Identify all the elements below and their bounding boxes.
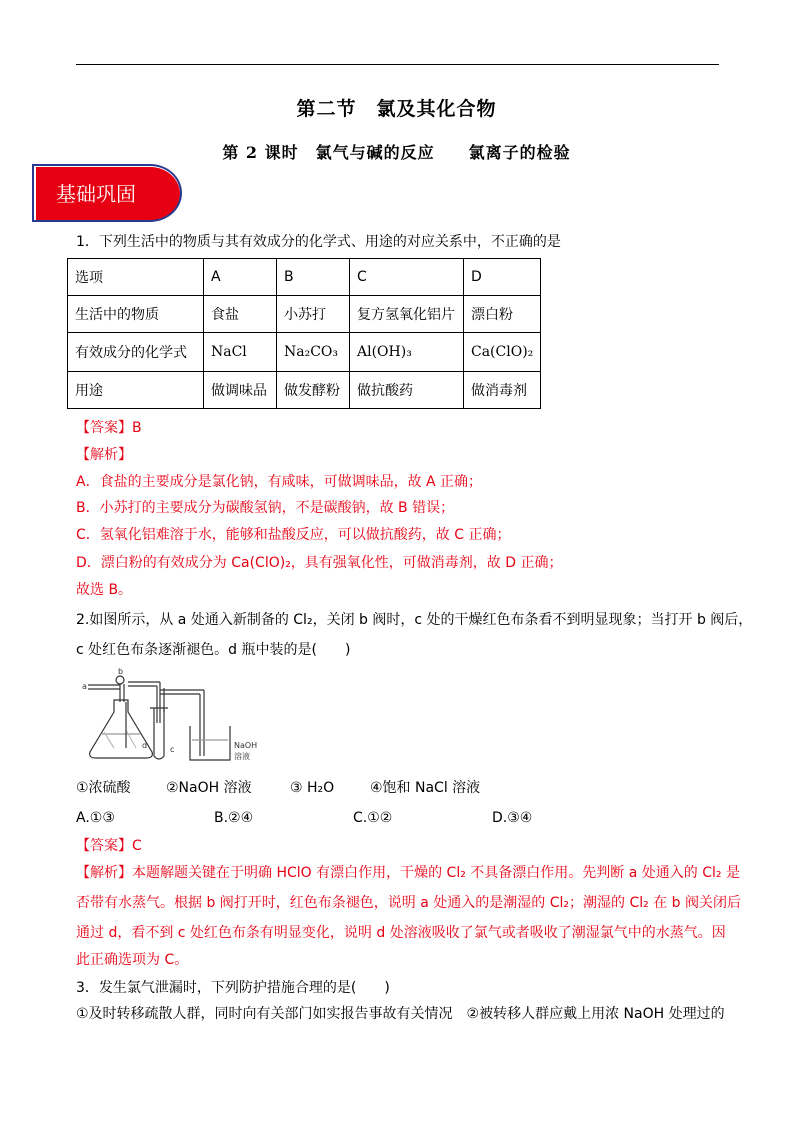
table-row bbox=[68, 333, 541, 372]
table-cell: 生活中的物质 bbox=[68, 296, 204, 333]
table-cell: 选项 bbox=[68, 259, 204, 296]
page-title: 第二节 氯及其化合物 bbox=[296, 98, 497, 120]
q2-stem-line1: 2.如图所示，从 a 处通入新制备的 Cl₂，关闭 b 阀时，c 处的干燥红色布条看不到明显现象；当打开 b 阀后， bbox=[76, 612, 753, 628]
q1-analysis-title: 【解析】 bbox=[76, 447, 132, 463]
q2-item: ③ H₂O bbox=[290, 780, 335, 796]
q2-item: ④饱和 NaCl 溶液 bbox=[370, 780, 481, 796]
q1-analysis-line: D．漂白粉的有效成分为 Ca(ClO)₂，具有强氧化性，可做消毒剂，故 D 正确； bbox=[76, 555, 563, 571]
banner-label: 基础巩固 bbox=[56, 182, 136, 206]
table-cell: Na₂CO₃ bbox=[277, 333, 350, 372]
table-cell: Ca(ClO)₂ bbox=[464, 333, 541, 372]
q2-item: ①浓硫酸 bbox=[76, 780, 131, 796]
q2-option: D.③④ bbox=[492, 810, 533, 826]
table-cell: NaCl bbox=[204, 333, 277, 372]
q1-table bbox=[67, 258, 541, 409]
top-rule bbox=[76, 64, 719, 65]
label-d: d bbox=[142, 741, 148, 750]
label-c: c bbox=[170, 745, 175, 754]
table-cell: 漂白粉 bbox=[464, 296, 541, 333]
table-cell: 食盐 bbox=[204, 296, 277, 333]
section-banner bbox=[36, 167, 180, 221]
table-cell: 做调味品 bbox=[204, 372, 277, 409]
table-cell: D bbox=[464, 259, 541, 296]
table-cell: A bbox=[204, 259, 277, 296]
table-cell: Al(OH)₃ bbox=[350, 333, 464, 372]
table-cell: 做发酵粉 bbox=[277, 372, 350, 409]
q3-stem: 3．发生氯气泄漏时，下列防护措施合理的是( ) bbox=[76, 980, 390, 996]
q1-stem: 1．下列生活中的物质与其有效成分的化学式、用途的对应关系中，不正确的是 bbox=[76, 234, 561, 250]
table-row bbox=[68, 259, 541, 296]
table-cell: 小苏打 bbox=[277, 296, 350, 333]
label-naoh: NaOH bbox=[234, 741, 258, 750]
q2-analysis-line: 【解析】本题解题关键在于明确 HClO 有漂白作用，干燥的 Cl₂ 不具备漂白作用。先判断 a 处通入的 Cl₂ 是 bbox=[76, 865, 740, 881]
q2-item: ②NaOH 溶液 bbox=[166, 780, 252, 796]
q3-line2: ①及时转移疏散人群，同时向有关部门如实报告事故有关情况 ②被转移人群应戴上用浓 NaOH 处理过的 bbox=[76, 1006, 725, 1022]
q2-stem-line2: c 处红色布条逐渐褪色。d 瓶中装的是( ) bbox=[76, 642, 351, 658]
q2-option: B.②④ bbox=[214, 810, 254, 826]
q2-analysis-line: 此正确选项为 C。 bbox=[76, 952, 189, 968]
table-cell: B bbox=[277, 259, 350, 296]
table-row bbox=[68, 296, 541, 333]
table-cell: 复方氢氧化铝片 bbox=[350, 296, 464, 333]
table-cell: 用途 bbox=[68, 372, 204, 409]
q1-answer: 【答案】B bbox=[76, 420, 142, 436]
page-subtitle: 第 2 课时 氯气与碱的反应 氯离子的检验 bbox=[222, 143, 571, 162]
q2-option: C.①② bbox=[353, 810, 393, 826]
table-cell: 做消毒剂 bbox=[464, 372, 541, 409]
q2-option: A.①③ bbox=[76, 810, 115, 826]
q1-analysis-line: C．氢氧化铝难溶于水，能够和盐酸反应，可以做抗酸药，故 C 正确； bbox=[76, 527, 511, 543]
table-cell: 有效成分的化学式 bbox=[68, 333, 204, 372]
label-b: b bbox=[118, 668, 124, 676]
q1-analysis-line: A．食盐的主要成分是氯化钠，有咸味，可做调味品，故 A 正确； bbox=[76, 474, 483, 490]
q1-conclusion: 故选 B。 bbox=[76, 582, 133, 598]
q2-answer: 【答案】C bbox=[76, 838, 142, 854]
table-row bbox=[68, 372, 541, 409]
table-cell: 做抗酸药 bbox=[350, 372, 464, 409]
label-solution: 溶液 bbox=[234, 752, 250, 761]
label-a: a bbox=[82, 682, 87, 691]
apparatus-diagram bbox=[80, 668, 270, 768]
table-cell: C bbox=[350, 259, 464, 296]
q2-analysis-line: 否带有水蒸气。根据 b 阀打开时，红色布条褪色，说明 a 处通入的是潮湿的 Cl₂；潮湿的 Cl₂ 在 b 阀关闭后 bbox=[76, 895, 741, 911]
q1-analysis-line: B．小苏打的主要成分为碳酸氢钠，不是碳酸钠，故 B 错误； bbox=[76, 500, 455, 516]
q2-analysis-line: 通过 d，看不到 c 处红色布条有明显变化，说明 d 处溶液吸收了氯气或者吸收了潮湿氯气中的水蒸气。因 bbox=[76, 925, 726, 941]
